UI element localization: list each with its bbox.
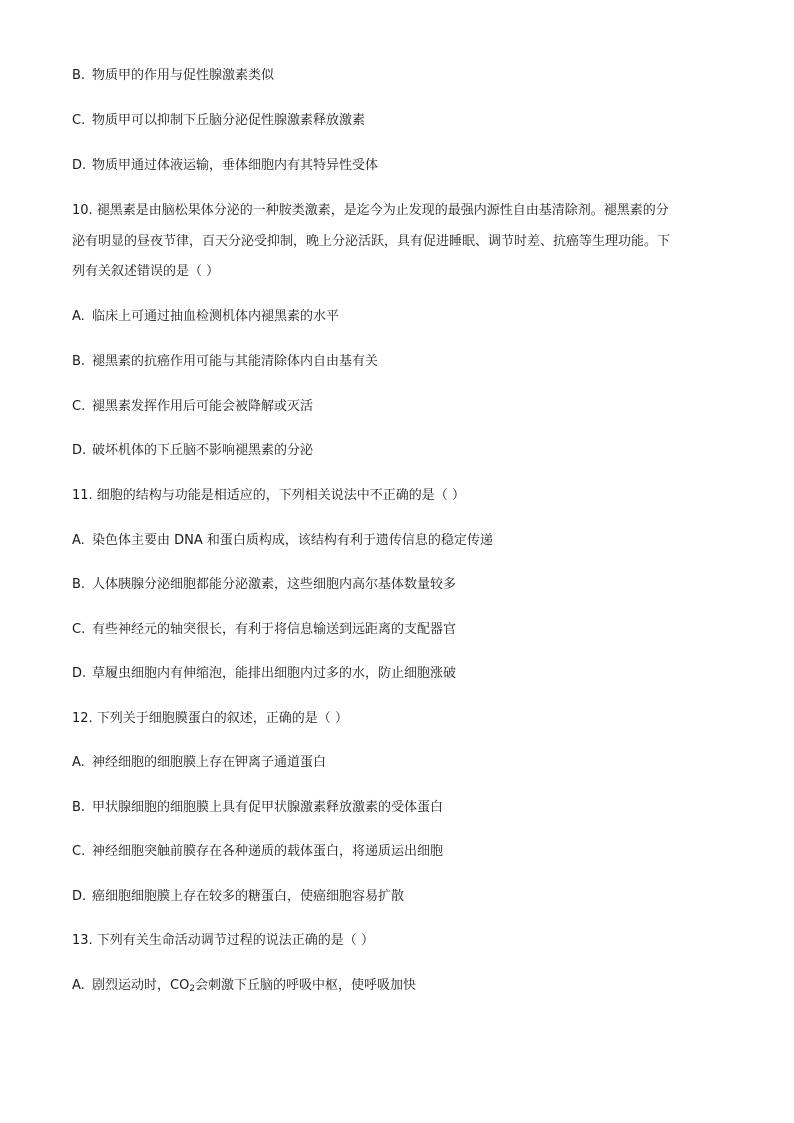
option-letter: A.: [72, 309, 85, 324]
option-letter: D.: [72, 158, 87, 173]
option-text: 有些神经元的轴突很长，有利于将信息输送到远距离的支配器官: [92, 622, 457, 637]
option-letter: D.: [72, 666, 87, 681]
option-text: 草履虫细胞内有伸缩泡，能排出细胞内过多的水，防止细胞涨破: [92, 666, 457, 681]
q13-stem: 13. 下列有关生命活动调节过程的说法正确的是（ ）: [72, 933, 374, 948]
option-text: 褪黑素的抗癌作用可能与其能清除体内自由基有关: [92, 354, 379, 369]
q11-option-a: [72, 532, 732, 550]
option-text-post: 会刺激下丘脑的呼吸中枢，使呼吸加快: [195, 978, 417, 993]
q9-option-c: [72, 112, 732, 130]
q12-stem: 12. 下列关于细胞膜蛋白的叙述，正确的是（ ）: [72, 711, 348, 726]
option-text: 癌细胞细胞膜上存在较多的糖蛋白，使癌细胞容易扩散: [92, 889, 405, 904]
option-letter: C.: [72, 113, 86, 128]
q13-option-a: [72, 977, 732, 995]
q11-option-c: [72, 621, 732, 639]
q12-option-b: [72, 799, 732, 817]
q12-option-c: [72, 843, 732, 861]
option-letter: B.: [72, 800, 86, 815]
option-text: 物质甲的作用与促性腺激素类似: [92, 68, 275, 83]
option-text: 人体胰腺分泌细胞都能分泌激素，这些细胞内高尔基体数量较多: [92, 577, 457, 592]
option-text: 甲状腺细胞的细胞膜上具有促甲状腺激素释放激素的受体蛋白: [92, 800, 444, 815]
q11-stem: 11. 细胞的结构与功能是相适应的，下列相关说法中不正确的是（ ）: [72, 488, 465, 503]
option-letter: B.: [72, 68, 86, 83]
option-text: 破坏机体的下丘脑不影响褪黑素的分泌: [92, 443, 314, 458]
q12-option-a: [72, 754, 732, 772]
q9-option-d: [72, 157, 732, 175]
q10-stem-line-3: 列有关叙述错误的是（ ）: [72, 264, 220, 279]
option-letter: D.: [72, 443, 87, 458]
option-letter: B.: [72, 577, 86, 592]
option-text: 物质甲通过体液运输，垂体细胞内有其特异性受体: [92, 158, 379, 173]
option-text: 褪黑素发挥作用后可能会被降解或灭活: [92, 399, 314, 414]
option-letter: A.: [72, 533, 85, 548]
option-text: 临床上可通过抽血检测机体内褪黑素的水平: [92, 309, 340, 324]
q9-option-b: [72, 67, 732, 85]
subscript: 2: [189, 984, 196, 994]
option-text: 神经细胞的细胞膜上存在钾离子通道蛋白: [92, 755, 327, 770]
option-letter: C.: [72, 399, 86, 414]
q10-option-b: [72, 353, 732, 371]
q11-option-b: [72, 576, 732, 594]
option-letter: C.: [72, 622, 86, 637]
option-letter: A.: [72, 755, 85, 770]
q11-option-d: [72, 665, 732, 683]
q12-option-d: [72, 888, 732, 906]
option-text: 染色体主要由 DNA 和蛋白质构成，该结构有利于遗传信息的稳定传递: [92, 533, 493, 548]
option-text: 物质甲可以抑制下丘脑分泌促性腺激素释放激素: [92, 113, 366, 128]
option-letter: C.: [72, 844, 86, 859]
option-text-pre: 剧烈运动时，CO: [92, 978, 190, 993]
q10-option-c: [72, 398, 732, 416]
option-text: 神经细胞突触前膜存在各种递质的载体蛋白，将递质运出细胞: [92, 844, 444, 859]
option-letter: B.: [72, 354, 86, 369]
q10-stem-line-2: 泌有明显的昼夜节律，百天分泌受抑制，晚上分泌活跃，具有促进睡眠、调节时差、抗癌等生理功能。下: [72, 234, 671, 249]
q10-option-a: [72, 308, 732, 326]
q10-option-d: [72, 442, 732, 460]
q10-stem-line-1: 10. 褪黑素是由脑松果体分泌的一种胺类激素，是迄今为止发现的最强内源性自由基清除剂。褪黑素的分: [72, 203, 669, 218]
option-letter: D.: [72, 889, 87, 904]
option-letter: A.: [72, 978, 85, 993]
